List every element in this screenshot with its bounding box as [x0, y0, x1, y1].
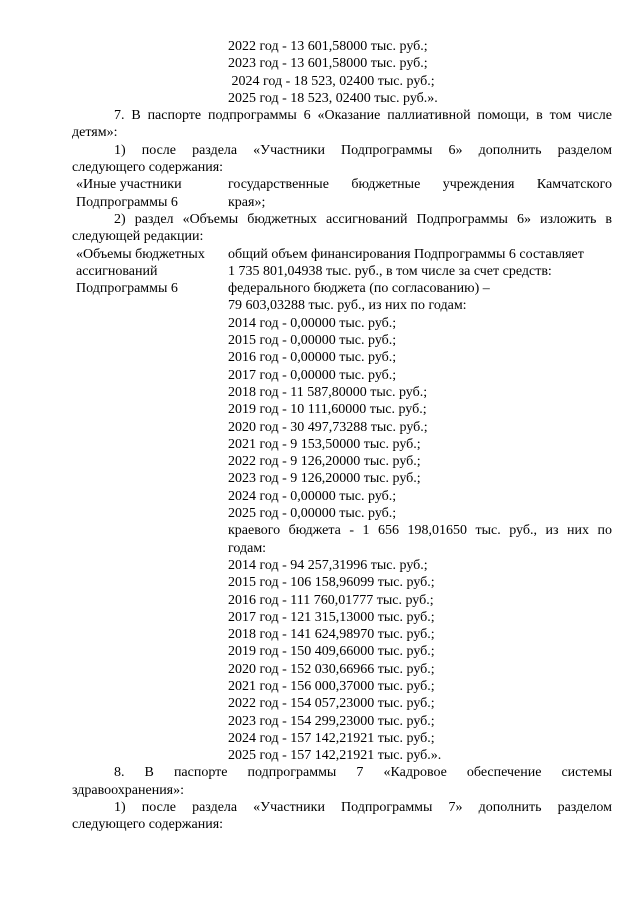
content-line: 79 603,03288 тыс. руб., из них по годам: — [228, 298, 467, 314]
year-line: 2022 год - 9 126,20000 тыс. руб.; — [228, 454, 421, 470]
year-line: 2023 год - 13 601,58000 тыс. руб.; — [228, 56, 428, 72]
paragraph-line: 8. В паспорте подпрограммы 7 «Кадровое обеспечение системы — [114, 765, 612, 781]
year-line: 2023 год - 154 299,23000 тыс. руб.; — [228, 713, 435, 729]
participants-label — [72, 176, 222, 211]
year-line: 2017 год - 0,00000 тыс. руб.; — [228, 367, 397, 383]
content-line: государственные бюджетные учреждения Камчатского — [228, 177, 612, 193]
year-line: 2015 год - 106 158,96099 тыс. руб.; — [228, 575, 435, 591]
year-line: 2021 год - 156 000,37000 тыс. руб.; — [228, 678, 435, 694]
paragraph-line: 1) после раздела «Участники Подпрограммы 6» дополнить разделом — [114, 142, 612, 158]
content-line: 1 735 801,04938 тыс. руб., в том числе за счет средств: — [228, 263, 552, 279]
year-line: 2020 год - 30 497,73288 тыс. руб.; — [228, 419, 428, 435]
year-line: 2025 год - 18 523, 02400 тыс. руб.». — [228, 90, 438, 106]
budget-volumes-content — [222, 246, 612, 765]
year-line: 2018 год - 141 624,98970 тыс. руб.; — [228, 627, 435, 643]
year-line: 2022 год - 154 057,23000 тыс. руб.; — [228, 696, 435, 712]
label-line: Подпрограммы 6 — [76, 281, 178, 297]
content-line: края»; — [228, 194, 266, 210]
paragraph-line: следующего содержания: — [72, 160, 224, 176]
budget-volumes-label — [72, 246, 222, 765]
participants-content — [222, 176, 612, 211]
paragraph-line: 1) после раздела «Участники Подпрограммы 7» дополнить разделом — [114, 800, 612, 816]
paragraph-line: 7. В паспорте подпрограммы 6 «Оказание паллиативной помощи, в том числе — [114, 108, 612, 124]
label-line: «Иные участники — [76, 177, 182, 193]
paragraph-item-7 — [72, 107, 612, 142]
paragraph-line: 2) раздел «Объемы бюджетных ассигнований Подпрограммы 6» изложить в — [114, 211, 612, 227]
year-line: 2024 год - 18 523, 02400 тыс. руб.; — [228, 73, 435, 89]
year-line: 2022 год - 13 601,58000 тыс. руб.; — [228, 39, 428, 54]
paragraph-item-7-2 — [72, 211, 612, 246]
budget-volumes-section — [72, 246, 612, 765]
year-line: 2024 год - 0,00000 тыс. руб.; — [228, 488, 397, 504]
year-line: 2024 год - 157 142,21921 тыс. руб.; — [228, 730, 435, 746]
paragraph-item-7-1 — [72, 142, 612, 177]
participants-section — [72, 176, 612, 211]
year-line: 2025 год - 0,00000 тыс. руб.; — [228, 506, 397, 522]
year-line: 2014 год - 94 257,31996 тыс. руб.; — [228, 557, 428, 573]
content-line: краевого бюджета - 1 656 198,01650 тыс. руб., из них по — [228, 523, 612, 539]
paragraph-line: следующего содержания: — [72, 817, 224, 833]
year-line: 2020 год - 152 030,66966 тыс. руб.; — [228, 661, 435, 677]
year-line: 2021 год - 9 153,50000 тыс. руб.; — [228, 436, 421, 452]
content-line: общий объем финансирования Подпрограммы 6 составляет — [228, 246, 584, 262]
year-line: 2015 год - 0,00000 тыс. руб.; — [228, 333, 397, 349]
year-line: 2016 год - 111 760,01777 тыс. руб.; — [228, 592, 434, 608]
paragraph-item-8-1 — [72, 799, 612, 834]
paragraph-line: детям»: — [72, 125, 118, 141]
year-line: 2017 год - 121 315,13000 тыс. руб.; — [228, 609, 435, 625]
federal-years-list — [228, 315, 612, 523]
top-year-list — [72, 38, 612, 107]
year-line: 2016 год - 0,00000 тыс. руб.; — [228, 350, 397, 366]
year-line: 2014 год - 0,00000 тыс. руб.; — [228, 315, 397, 331]
content-line: федерального бюджета (по согласованию) – — [228, 281, 490, 297]
paragraph-line: следующей редакции: — [72, 229, 204, 245]
label-line: ассигнований — [76, 263, 158, 279]
regional-years-list — [228, 557, 612, 765]
year-line: 2025 год - 157 142,21921 тыс. руб.». — [228, 748, 442, 764]
label-line: Подпрограммы 6 — [76, 194, 178, 210]
year-line: 2023 год - 9 126,20000 тыс. руб.; — [228, 471, 421, 487]
year-line: 2019 год - 10 111,60000 тыс. руб.; — [228, 402, 427, 418]
content-line: годам: — [228, 540, 267, 556]
label-line: «Объемы бюджетных — [76, 246, 205, 262]
year-line: 2018 год - 11 587,80000 тыс. руб.; — [228, 384, 428, 400]
paragraph-item-8 — [72, 764, 612, 799]
document-page — [72, 38, 612, 834]
paragraph-line: здравоохранения»: — [72, 782, 185, 798]
year-line: 2019 год - 150 409,66000 тыс. руб.; — [228, 644, 435, 660]
